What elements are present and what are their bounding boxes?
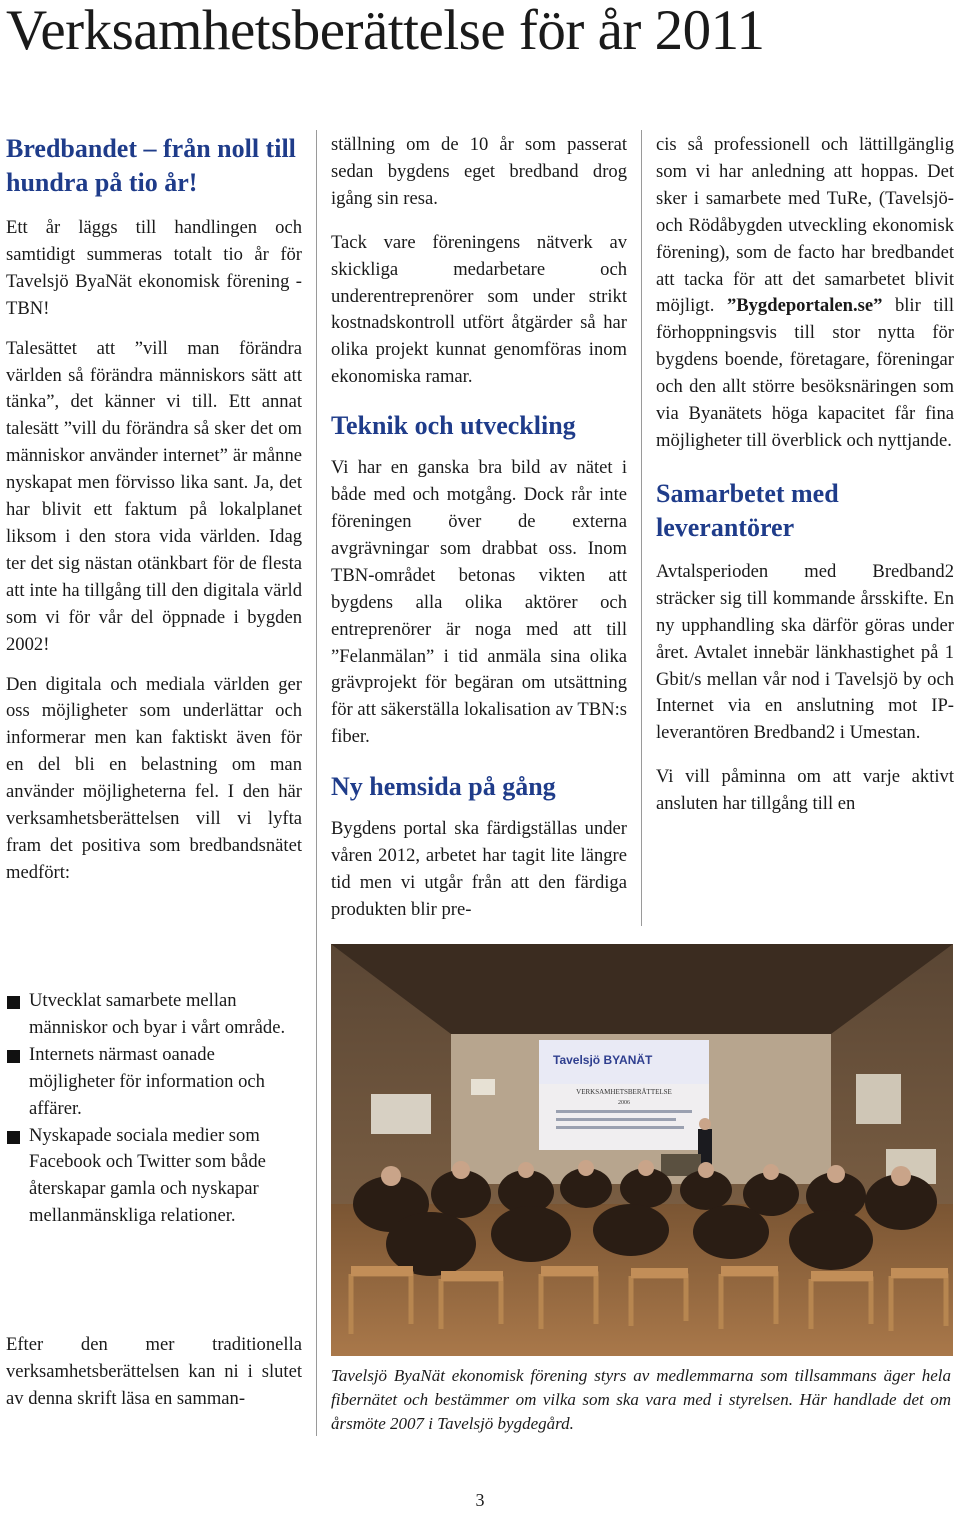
bullet-square-icon: [7, 996, 20, 1009]
paragraph: Avtalsperioden med Bredband2 sträcker sig till kommande årsskifte. En ny upphandling ska därför göras under året. Avtalet innebär länkhastighet på 1 Gbit/s mellan vår nod i Tavelsjö by och Internet via en anslutning mot IP-leverantören Bredband2 i Umestan.: [656, 560, 954, 744]
paragraph: Vi har en ganska bra bild av nätet i både med och motgång. Dock rår inte föreningen över de externa avgrävningar som drabbat oss. Inom TBN-området betonas vikten att bygdens alla olika aktörer och entreprenörer är noga med att till ”Felanmälan” i tid anmäla sina olika grävprojekt för begäran om utsättning för att säkerställa lokalisation av TBN:s fiber.: [331, 457, 627, 748]
bullet-square-icon: [7, 1131, 20, 1144]
column-3: [656, 132, 954, 818]
paragraph: Vi vill påminna om att varje aktivt ansluten har tillgång till en: [656, 766, 954, 815]
paragraph: Bygdens portal ska färdigställas under våren 2012, arbetet har tagit lite längre tid men vi utgår från att den färdiga produkten blir pre-: [331, 818, 627, 920]
paragraph: [656, 132, 954, 455]
list-item-text: Nyskapade sociala medier som Facebook och Twitter som både återskapar gamla och nyskapar mellanmänskliga relationer.: [29, 1124, 266, 1227]
column-2: [331, 132, 627, 924]
paragraph: ställning om de 10 år som passerat sedan bygdens eget bredband drog igång sin resa.: [331, 134, 627, 209]
page-number: 3: [475, 1490, 485, 1510]
list-item: [6, 988, 296, 1042]
paragraph: Efter den mer traditionella verksamhetsberättelsen kan ni i slutet av denna skrift läsa en samman-: [6, 1334, 302, 1409]
column-1: [6, 132, 302, 887]
benefits-list: [6, 988, 296, 1230]
section-heading-teknik: Teknik och utveckling: [331, 411, 576, 441]
page-title: Verksamhetsberättelse för år 2011: [6, 0, 765, 62]
paragraph-text: cis så professionell och lättillgänglig som vi har anledning att hoppas. Det sker i samarbete med TuRe, (Tavelsjö- och Rödåbygden utveckling ekonomisk förening), som de facto har bredbandet att tacka för att det samarbetet blivit möjligt.: [656, 134, 954, 317]
screen-year: 2006: [618, 1100, 630, 1106]
paragraph: Den digitala och mediala världen ger oss möjligheter som underlättar och informerar men kan faktiskt även för en del bli en belastning om man använder möjligheterna fel. I den här verksamhetsberättelsen vill vi lyfta fram det positiva som bredbandsnätet medfört:: [6, 673, 302, 883]
list-item: [6, 1042, 296, 1123]
screen-title: VERKSAMHETSBERÄTTELSE: [576, 1088, 672, 1096]
paragraph: Talesättet att ”vill man förändra världen så förändra människors sätt att tänka”, det känner vi till. Ett annat talesätt ”vill du förändra så sker det om människor använder internet” är månne nyskapat men förvisso lika sant. Ja, det har blivit ett faktum på lokalplanet liksom i den stora vida världen. Idag ter det sig nästan otänkbart för de flesta att inte ha tillgång till den digitala värld som vi för vår del öppnade i bygden 2002!: [6, 337, 302, 655]
column-1-bottom: [6, 1332, 302, 1413]
portal-name: ”Bygdeportalen.se”: [726, 295, 883, 317]
column-divider: [316, 130, 317, 1436]
column-divider: [641, 130, 642, 926]
section-heading-hemsida: Ny hemsida på gång: [331, 772, 556, 802]
bullet-square-icon: [7, 1050, 20, 1063]
screen-logo: Tavelsjö BYANÄT: [553, 1053, 653, 1067]
paragraph: Ett år läggs till handlingen och samtidigt summeras totalt tio år för Tavelsjö ByaNät ekonomisk förening - TBN!: [6, 217, 302, 319]
paragraph-text: blir till förhoppningsvis till stor nytta för bygdens boende, företagare, föreningar och den allt större besöksnäringen som via Byanätets höga kapacitet får fina möjligheter till överblick och nyttjande.: [656, 295, 954, 451]
list-item-text: Internets närmast oanade möjligheter för information och affärer.: [29, 1043, 265, 1119]
list-item: [6, 1123, 296, 1231]
paragraph: Tack vare föreningens nätverk av skickliga medarbetare och underentreprenörer som under strikt kostnadskontroll utfört åtgärder så har olika projekt kunnat genomföras inom ekonomiska ramar.: [331, 231, 627, 388]
photo-caption: Tavelsjö ByaNät ekonomisk förening styrs av medlemmarna som tillsammans äger hela fibernätet och bestämmer om vilka som ska vara med i styrelsen. Här handlade det om årsmöte 2007 i Tavelsjö bygdegård.: [331, 1366, 951, 1433]
list-item-text: Utvecklat samarbete mellan människor och byar i vårt område.: [29, 990, 286, 1038]
section-heading-samarbete: Samarbetet med leverantörer: [656, 478, 839, 542]
meeting-photo: [331, 944, 953, 1356]
section-heading-bredbandet: Bredbandet – från noll till hundra på tio år!: [6, 134, 296, 197]
